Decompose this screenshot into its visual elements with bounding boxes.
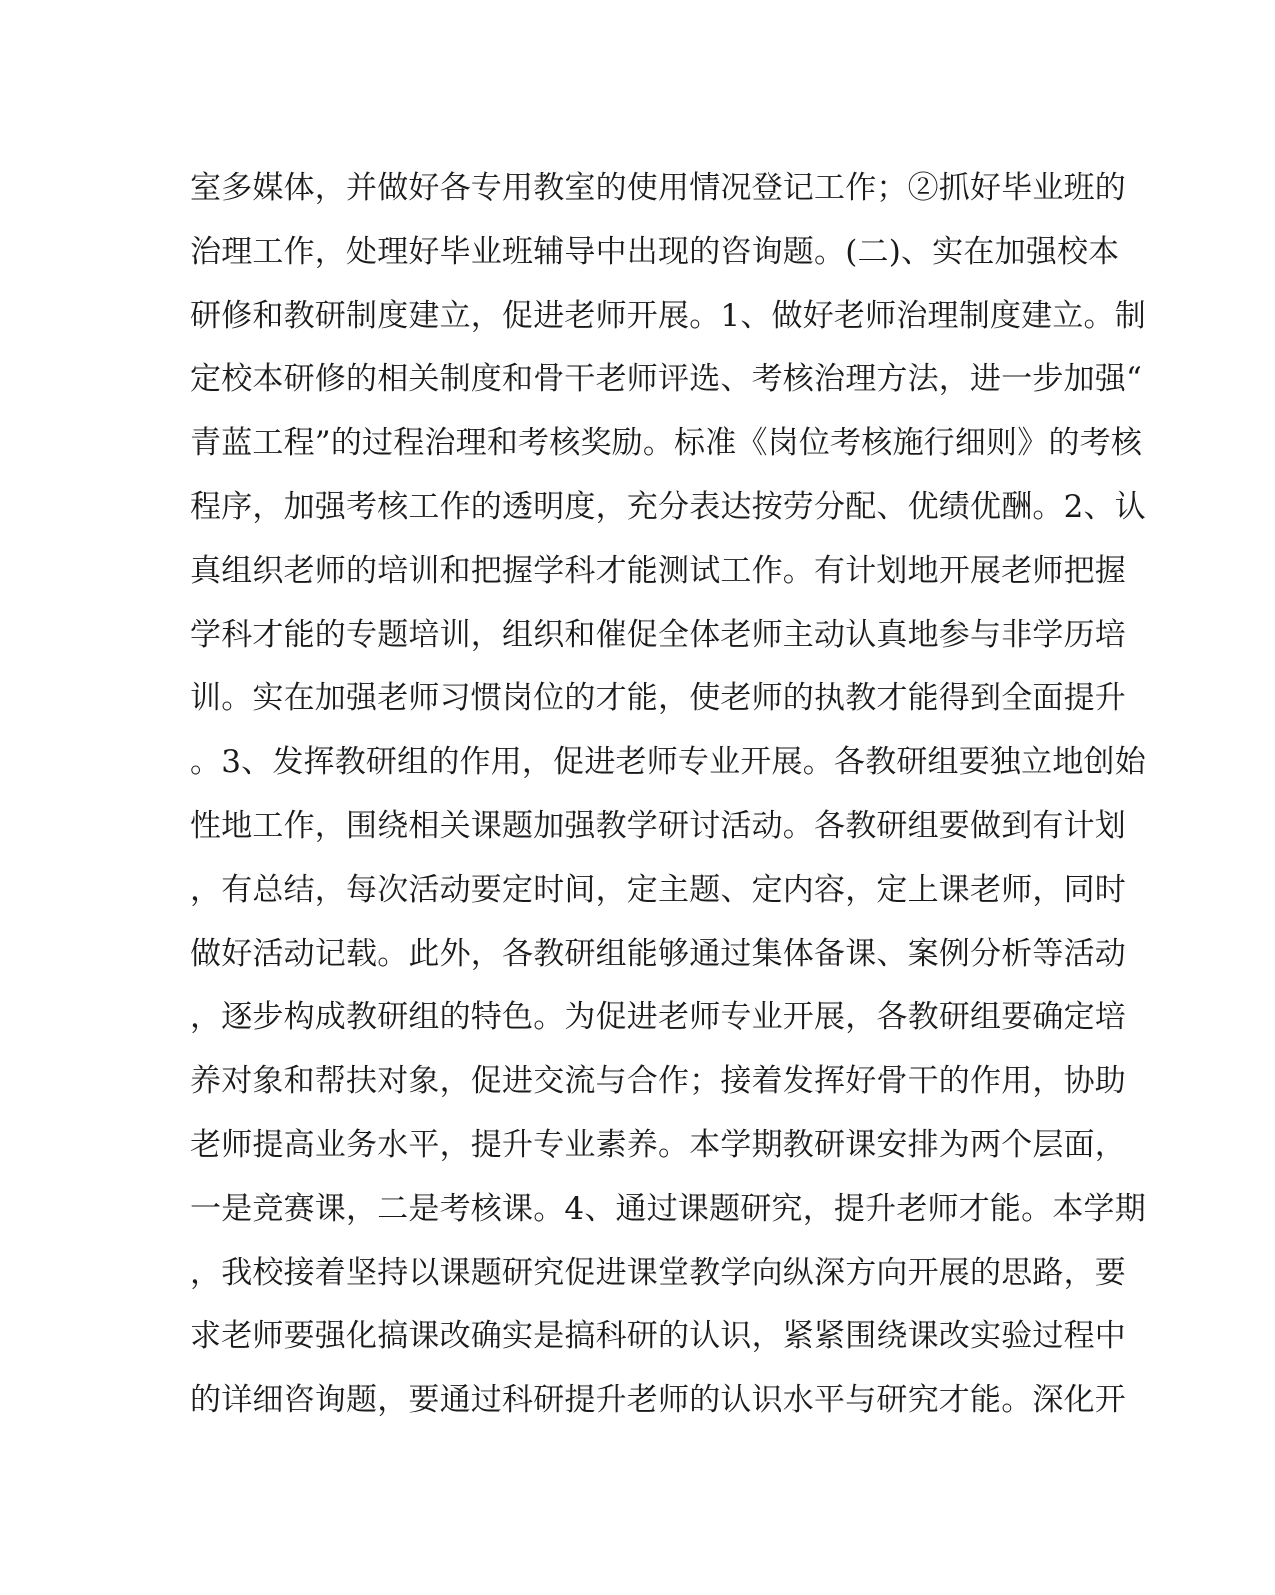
text-line: 学科才能的专题培训，组织和催促全体老师主动认真地参与非学历培 (190, 616, 1126, 653)
text-line: 治理工作，处理好毕业班辅导中出现的咨询题。(二)、实在加强校本 (190, 233, 1120, 270)
text-line: 求老师要强化搞课改确实是搞科研的认识，紧紧围绕课改实验过程中 (190, 1318, 1126, 1355)
body-text (190, 157, 1146, 1433)
text-line: 程序，加强考核工作的透明度，充分表达按劳分配、优绩优酬。2、认 (190, 488, 1146, 525)
text-line: ，有总结，每次活动要定时间，定主题、定内容，定上课老师，同时 (190, 871, 1126, 908)
text-line: 真组织老师的培训和把握学科才能测试工作。有计划地开展老师把握 (190, 552, 1126, 589)
text-line: 的详细咨询题，要通过科研提升老师的认识水平与研究才能。深化开 (190, 1382, 1126, 1419)
text-line: 性地工作，围绕相关课题加强教学研讨活动。各教研组要做到有计划 (190, 807, 1126, 844)
text-line: ，我校接着坚持以课题研究促进课堂教学向纵深方向开展的思路，要 (190, 1254, 1126, 1291)
text-line: 。3、发挥教研组的作用，促进老师专业开展。各教研组要独立地创始 (190, 744, 1146, 781)
text-line: 做好活动记载。此外，各教研组能够通过集体备课、案例分析等活动 (190, 935, 1126, 972)
text-line: ，逐步构成教研组的特色。为促进老师专业开展，各教研组要确定培 (190, 999, 1126, 1036)
text-line: 老师提高业务水平，提升专业素养。本学期教研课安排为两个层面， (190, 1126, 1126, 1163)
text-line: 青蓝工程”的过程治理和考核奖励。标准《岗位考核施行细则》的考核 (190, 425, 1143, 462)
text-line: 定校本研修的相关制度和骨干老师评选、考核治理方法，进一步加强“ (190, 361, 1143, 398)
text-line: 研修和教研制度建立，促进老师开展。1、做好老师治理制度建立。制 (190, 297, 1146, 334)
text-line: 养对象和帮扶对象，促进交流与合作；接着发挥好骨干的作用，协助 (190, 1063, 1126, 1100)
text-line: 一是竞赛课，二是考核课。4、通过课题研究，提升老师才能。本学期 (190, 1190, 1146, 1227)
text-line: 室多媒体，并做好各专用教室的使用情况登记工作；②抓好毕业班的 (190, 170, 1126, 206)
text-line: 训。实在加强老师习惯岗位的才能，使老师的执教才能得到全面提升 (190, 680, 1126, 717)
